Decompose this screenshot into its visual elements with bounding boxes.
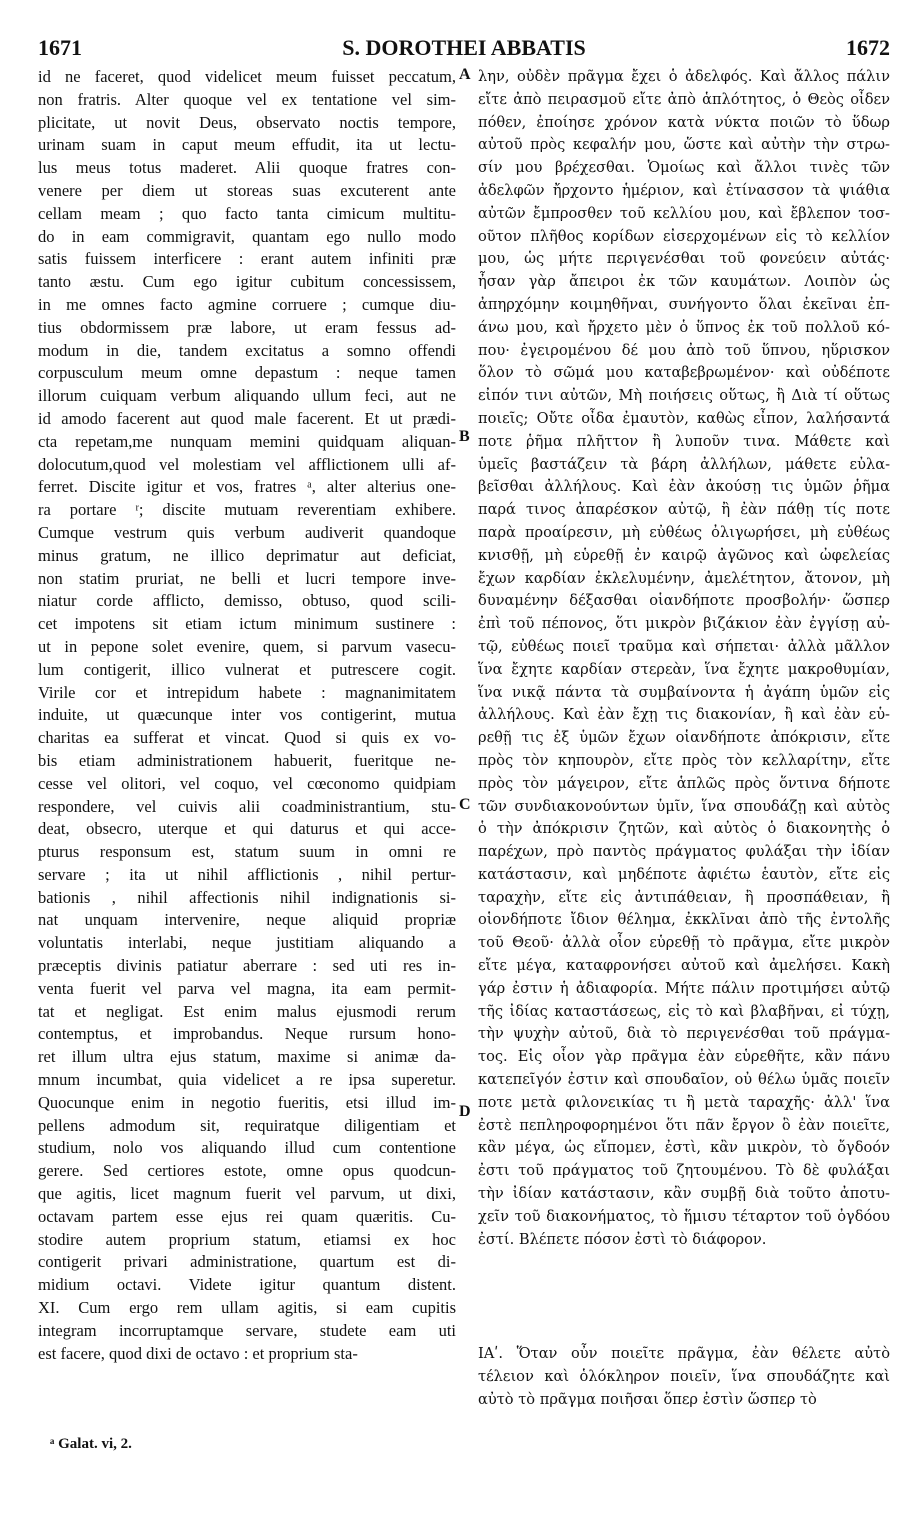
- text-line: illorum cuiquam verbum aliquando ullum feci, aut ne: [38, 386, 456, 406]
- text-line: ποτε ῥῆμα πλῆττον ἢ λυποῦν τινα. Μάθετε καὶ: [478, 432, 890, 450]
- text-line: octavam partem esse ejus rei quam quæritis. Cu-: [38, 1206, 456, 1226]
- text-line: pturus responsum est, statum suum in omni re: [38, 842, 456, 862]
- text-line: δυναμένην δέξασθαι οἱανδήποτε προσβολήν· ὥσπερ: [478, 592, 890, 610]
- text-line: εἴτε ἀπὸ πειρασμοῦ εἴτε ἀπὸ ἁπλότητος, ὁ Θεὸς οἶδεν: [478, 90, 890, 108]
- text-line: που· ἐγειρομένου δέ μου ἀπὸ τοῦ ὕπνου, ηὕρισκον: [478, 341, 890, 359]
- text-line: οῦτον πλῆθος κορίδων εἰσερχομένων εἰς τὸ κελλίον: [478, 227, 890, 245]
- text-line: plicitate, ut novit Deus, observato noctis tempore,: [38, 112, 456, 132]
- text-line: lus meus totus maderet. Alii quoque fratres con-: [38, 158, 456, 178]
- text-line: τὴν ψυχὴν αὐτοῦ, διὰ τὸ περιγενέσθαι τοῦ πράγμα-: [478, 1025, 890, 1043]
- text-line: ἐστὲ πεπληροφορημένοι ὅτι πᾶν ἔργον ὃ ἐὰν ποιεῖτε,: [478, 1116, 890, 1134]
- text-line: urinam suam in caput meum effudit, ita ut lectu-: [38, 135, 456, 155]
- text-line: ἀπηρχόμην κοιμηθῆναι, συνήγοντο ὅλαι ἐκεῖναι ἐπ-: [478, 295, 890, 313]
- text-line: respondere, vel cuivis alii coadministrantium, stu-: [38, 796, 456, 816]
- text-line: est facere, quod dixi de octavo : et proprium sta-: [38, 1343, 358, 1363]
- margin-mark-d: D: [459, 1103, 471, 1120]
- text-line: Quocunque enim in negotio fueritis, etsi illud im-: [38, 1092, 456, 1112]
- text-line: ταραχὴν, εἴτε εἰς ἀντιπάθειαν, ἢ προσπάθειαν, ἢ: [478, 888, 890, 906]
- text-line: venere per diem ut storeas suas excuterent ante: [38, 180, 456, 200]
- text-line: cta repetam,me nunquam memini quidquam aliquan-: [38, 431, 456, 451]
- text-line: ut in pepone solet evenire, quem, si parvum vasecu-: [38, 636, 456, 656]
- text-line: ΙΑʹ. Ὅταν οὖν ποιεῖτε πρᾶγμα, ἐὰν θέλετε αὐτὸ: [478, 1345, 890, 1362]
- text-line: id ne faceret, quod videlicet meum fuisset peccatum,: [38, 67, 456, 86]
- text-line: πρὸς τὸν μάγειρον, εἴτε ἁπλῶς πρὸς ὅντινα δήποτε: [478, 774, 890, 792]
- text-line: gerere. Sed certiores estote, omne opus quodcun-: [38, 1161, 456, 1181]
- text-line: id amodo facerent aut quod male facerent. Et ut prædi-: [38, 408, 456, 428]
- text-line: ὅλον τὸ σῶμά μου καταβεβρωμένον· καὶ οὐδέποτε: [478, 364, 890, 382]
- latin-column: [38, 66, 456, 1365]
- text-line: Cumque vestrum quis verbum audiverit quandoque: [38, 522, 456, 542]
- text-line: deat, obsecro, uterque et qui daturus et qui acce-: [38, 819, 456, 839]
- text-line: ἔχων καρδίαν ἐκλελυμένην, ἀμελέτητον, ἄτονον, μὴ: [478, 569, 890, 587]
- text-line: ποτε μετὰ φιλονεικίας τι ἢ μετὰ ταραχῆς· ἀλλ' ἵνα: [478, 1093, 890, 1111]
- text-line: lum contigerit, illico vulnerat et putrescere cogit.: [38, 659, 456, 679]
- running-title: S. DOROTHEI ABBATIS: [342, 35, 586, 60]
- text-line: βεῖσθαι ἀλλήλους. Καὶ ἐὰν ἀκούσῃ τις ὑμῶν ῥῆμα: [478, 478, 890, 496]
- text-line: γάρ ἐστιν ἡ ἀδιαφορία. Μήτε πάλιν προτιμήσει αὐτῷ: [478, 979, 890, 997]
- text-line: τὴν ἰδίαν κατάστασιν, κἂν συμβῇ διὰ τοῦτο ἀποτυ-: [478, 1185, 890, 1203]
- text-line: ποιεῖς; Οὔτε οἶδα ἐμαυτὸν, καθὼς εἶπον, λαλήσαντά: [478, 409, 890, 427]
- text-line: que agitis, licet magnum fuerit vel parvum, ut dixi,: [38, 1184, 456, 1204]
- text-line: ἐστί. Βλέπετε πόσον ἐστὶ τὸ διάφορον.: [478, 1230, 767, 1248]
- text-line: midium octavi. Videte igitur quantum distent.: [38, 1275, 456, 1295]
- text-line: præceptis divinis patiatur aberrare : sed uti res in-: [38, 956, 456, 976]
- text-line: αὐτὸ τὸ πρᾶγμα ποιῆσαι ὅπερ ἐστὶν ὥσπερ τὸ: [478, 1390, 817, 1408]
- text-line: κατεπεῖγόν ἐστιν καὶ σπουδαῖον, οὐ θέλω ὑμᾶς ποιεῖν: [478, 1071, 890, 1089]
- margin-mark-c: C: [459, 796, 471, 813]
- text-line: ἦσαν γὰρ ἄπειροι ἐκ τῶν καυμάτων. Λοιπὸν ὡς: [478, 273, 890, 291]
- margin-mark-a: A: [459, 66, 471, 83]
- text-line: dolocutum,quod vel molestiam vel afflictionem ulli af-: [38, 454, 456, 474]
- text-line: non fratris. Alter quoque vel ex tentatione vel sim-: [38, 89, 456, 109]
- text-line: pellens admodum sit, requiratque diligentiam et: [38, 1115, 456, 1135]
- page-number-right: 1672: [846, 35, 890, 60]
- text-line: tanto æstu. Cum ego igitur cubitum concessissem,: [38, 272, 456, 292]
- text-line: παρά τινος ἀπαρέσκον αὐτῷ, ἢ ἐὰν πάθῃ τίς ποτε: [478, 501, 890, 519]
- text-line: minus gratum, ne illico deprimatur aut deficiat,: [38, 545, 456, 565]
- text-line: ἐστι τοῦ πράγματος τοῦ ζητουμένου. Τὸ δὲ φυλάξαι: [478, 1162, 890, 1180]
- text-line: μου, ὡς μήτε περιγενέσθαι τοῦ φονεύειν αὐτάς·: [478, 250, 890, 268]
- text-line: bationis , nihil affectionis nihil indignationis si-: [38, 887, 456, 907]
- text-line: ὑμεῖς βαστάζειν τὰ βάρη ἀλλήλων, μάθετε εὐλα-: [478, 455, 890, 473]
- text-line: servare ; ita ut nihil afflictionis , nihil pertur-: [38, 864, 456, 884]
- footnote: ᵃ Galat. vi, 2.: [50, 1436, 132, 1452]
- text-line: ἵνα νικᾷ πάντα τὰ συμβαίνοντα ἡ ἀγάπη ὑμῶν εἰς: [478, 683, 890, 701]
- text-line: satis fuissem interficere : erant autem infiniti præ: [38, 249, 456, 269]
- text-line: charitas ea sufferat et vincat. Quod si quis ex vo-: [38, 728, 456, 748]
- page-number-left: 1671: [38, 35, 82, 60]
- text-line: contigerit privari administratione, quartum est di-: [38, 1252, 456, 1272]
- text-line: σίν μου βρέχεσθαι. Ὁμοίως καὶ ἄλλοι τινὲς τῶν: [478, 159, 890, 177]
- text-line: τέλειον καὶ ὁλόκληρον ποιεῖν, ἵνα σπουδάζητε καὶ: [478, 1367, 890, 1385]
- text-line: τος. Εἰς οἷον γὰρ πρᾶγμα ἐὰν εὑρεθῆτε, κἂν πάνυ: [478, 1048, 890, 1066]
- text-line: cesse vel olitori, vel coquo, vel cœconomo quidpiam: [38, 773, 456, 793]
- text-line: εἴτε μέγα, καταφρονήσει αὐτοῦ καὶ ἀμελήσει. Κακὴ: [478, 957, 890, 975]
- text-line: οἱονδήποτε ἴδιον θέλημα, ἐκκλῖναι ἀπὸ τῆς ἐντολῆς: [478, 911, 890, 929]
- text-line: πρὸς τὸν κηπουρὸν, εἴτε πρὸς τὸν κελλαρίτην, εἴτε: [478, 751, 890, 769]
- text-line: πόθεν, ἐποίησε χρόνον κατὰ νύκτα ποιῶν τὸ ὕδωρ: [478, 113, 890, 131]
- text-line: ρεθῇ τις ἐξ ὑμῶν ἔχων οἱανδήποτε ἀπόκρισιν, εἴτε: [478, 729, 890, 747]
- text-line: in me omnes facto agmine corruere ; cumque diu-: [38, 294, 456, 314]
- text-line: χεῖν τοῦ διακονήματος, τὸ ἥμισυ τέταρτον τοῦ ὀγδόου: [478, 1207, 890, 1225]
- text-line: ferret. Discite igitur et vos, fratres ᵃ, alter alterius one-: [38, 477, 456, 497]
- page-header: [38, 32, 890, 64]
- text-line: ra portare ʳ; discite mutuam reverentiam exhibere.: [38, 500, 456, 520]
- text-line: voluntatis interlabi, neque justitiam aliquando a: [38, 933, 456, 953]
- text-line: τῶν συνδιακονούντων ὑμῖν, ἵνα σπουδάζῃ καὶ αὐτὸς: [478, 797, 890, 815]
- text-line: tat et negligat. Est enim malus ejusmodi rerum: [38, 1001, 456, 1021]
- text-line: παρὰ προαίρεσιν, μὴ εὐθέως ὀλιγωρήσει, μὴ εὐθέως: [478, 523, 890, 541]
- text-line: bis etiam administrationem habuerit, fueritque ne-: [38, 750, 456, 770]
- text-line: κνισθῇ, μὴ εὑρεθῇ ἐν καιρῷ ἀγῶνος καὶ ὠφελείας: [478, 546, 890, 564]
- text-line: τῆς ἰδίας καταστάσεως, εἰς τὸ καὶ βλαβῆναι, εἰ τύχῃ,: [478, 1002, 890, 1020]
- text-line: ὁ τὴν ἀπόκρισιν ζητῶν, καὶ αὐτὸς ὁ διακονητὴς ὁ: [478, 820, 890, 838]
- text-line: contemptus, et improbandus. Neque rursum hono-: [38, 1024, 456, 1044]
- text-line: λην, οὐδὲν πρᾶγμα ἔχει ὁ ἀδελφός. Καὶ ἄλλος πάλιν: [478, 68, 890, 85]
- text-line: XI. Cum ergo rem ullam agitis, si eam cupitis: [38, 1298, 456, 1318]
- text-line: mnum incumbat, quia videlicet a re ipsa superetur.: [38, 1070, 456, 1090]
- text-line: κατάστασιν, καὶ μηδέποτε ἀφιέτω ἑαυτὸν, εἴτε εἰς: [478, 865, 890, 883]
- text-line: non statim pruriat, ne belli et lucri tempore inve-: [38, 568, 456, 588]
- text-line: studium, nolo vos aliquando illud cum contentione: [38, 1138, 456, 1158]
- text-line: niatur corde afflicto, demisso, obtuso, quod scili-: [38, 591, 456, 611]
- text-line: venta fuerit vel parva vel magna, ita eam permit-: [38, 978, 456, 998]
- text-line: τοῦ Θεοῦ· ἀλλὰ οἷον εὑρεθῇ τὸ πρᾶγμα, εἴτε μικρὸν: [478, 934, 890, 952]
- text-line: ἀδελφῶν ἤρχοντο ἡμέριον, καὶ ἐτίνασσον τὰ ψιάθια: [478, 181, 890, 199]
- text-line: tius obdormissem præ labore, ut eram fessus ad-: [38, 317, 456, 337]
- text-line: cet impotens sit etiam ictum minimum sustinere :: [38, 614, 456, 634]
- text-line: cellam meam ; quo facto tanta cimicum multitu-: [38, 203, 456, 223]
- text-line: nat unquam intervenire, neque aliquid propriæ: [38, 910, 456, 930]
- greek-column: [478, 66, 890, 1251]
- text-line: αὐτοῦ πρὸς κεφαλήν μου, ὥστε καὶ αὐτὴν τὴν στρω-: [478, 136, 890, 154]
- text-line: τῷ, εὐθέως ποιεῖ τραῦμα καὶ σήπεται· ἀλλὰ μᾶλλον: [478, 637, 890, 655]
- text-line: modum in die, tandem excitatus a somno offendi: [38, 340, 456, 360]
- text-line: ἵνα ἔχητε καρδίαν στερεὰν, ἵνα ἔχητε μακροθυμίαν,: [478, 660, 890, 678]
- text-line: ἀλλήλους. Καὶ ἐὰν ἔχῃ τις διακονίαν, ἢ καὶ ἐὰν εὑ-: [478, 706, 890, 724]
- text-line: εἰπόν τινι αὐτῶν, Μὴ ποιήσεις οὕτως, ἢ Διὰ τί οὕτως: [478, 387, 890, 405]
- text-line: induite, ut quæcunque inter vos contigerint, mutua: [38, 705, 456, 725]
- text-line: παρέχων, πρὸ παντὸς πράγματος φυλάξαι τὴν ἰδίαν: [478, 843, 890, 861]
- text-line: ἐπὶ τοῦ πέπονος, ὅτι μικρὸν βιζάκιον ἐὰν ἐγγίσῃ αὐ-: [478, 615, 890, 633]
- text-line: integram incorruptamque servare, studete eam uti: [38, 1320, 456, 1340]
- margin-mark-b: B: [459, 428, 470, 445]
- greek-section-xi: [478, 1343, 890, 1411]
- text-line: ret illum ultra ejus statum, maxime si animæ da-: [38, 1047, 456, 1067]
- text-line: άνω μου, καὶ ἤρχετο μὲν ὁ ὕπνος ἐκ τοῦ πολλοῦ κό-: [478, 318, 890, 336]
- text-line: αὐτῶν ἔμπροσθεν τοῦ κελλίου μου, καὶ ἔβλεπον τοσ-: [478, 204, 890, 222]
- text-line: κἂν μέγα, ὡς εἴπομεν, ἐστὶ, κἂν μικρὸν, τὸ ὄγδοόν: [478, 1139, 890, 1157]
- text-line: Virile cor et intrepidum habete : magnanimitatem: [38, 682, 456, 702]
- text-line: do in eam commigravit, quantam ego nullo modo: [38, 226, 456, 246]
- text-line: corpusculum meum omne depastum : neque tamen: [38, 363, 456, 383]
- text-line: stodire autem proprium statum, etiamsi ex hoc: [38, 1229, 456, 1249]
